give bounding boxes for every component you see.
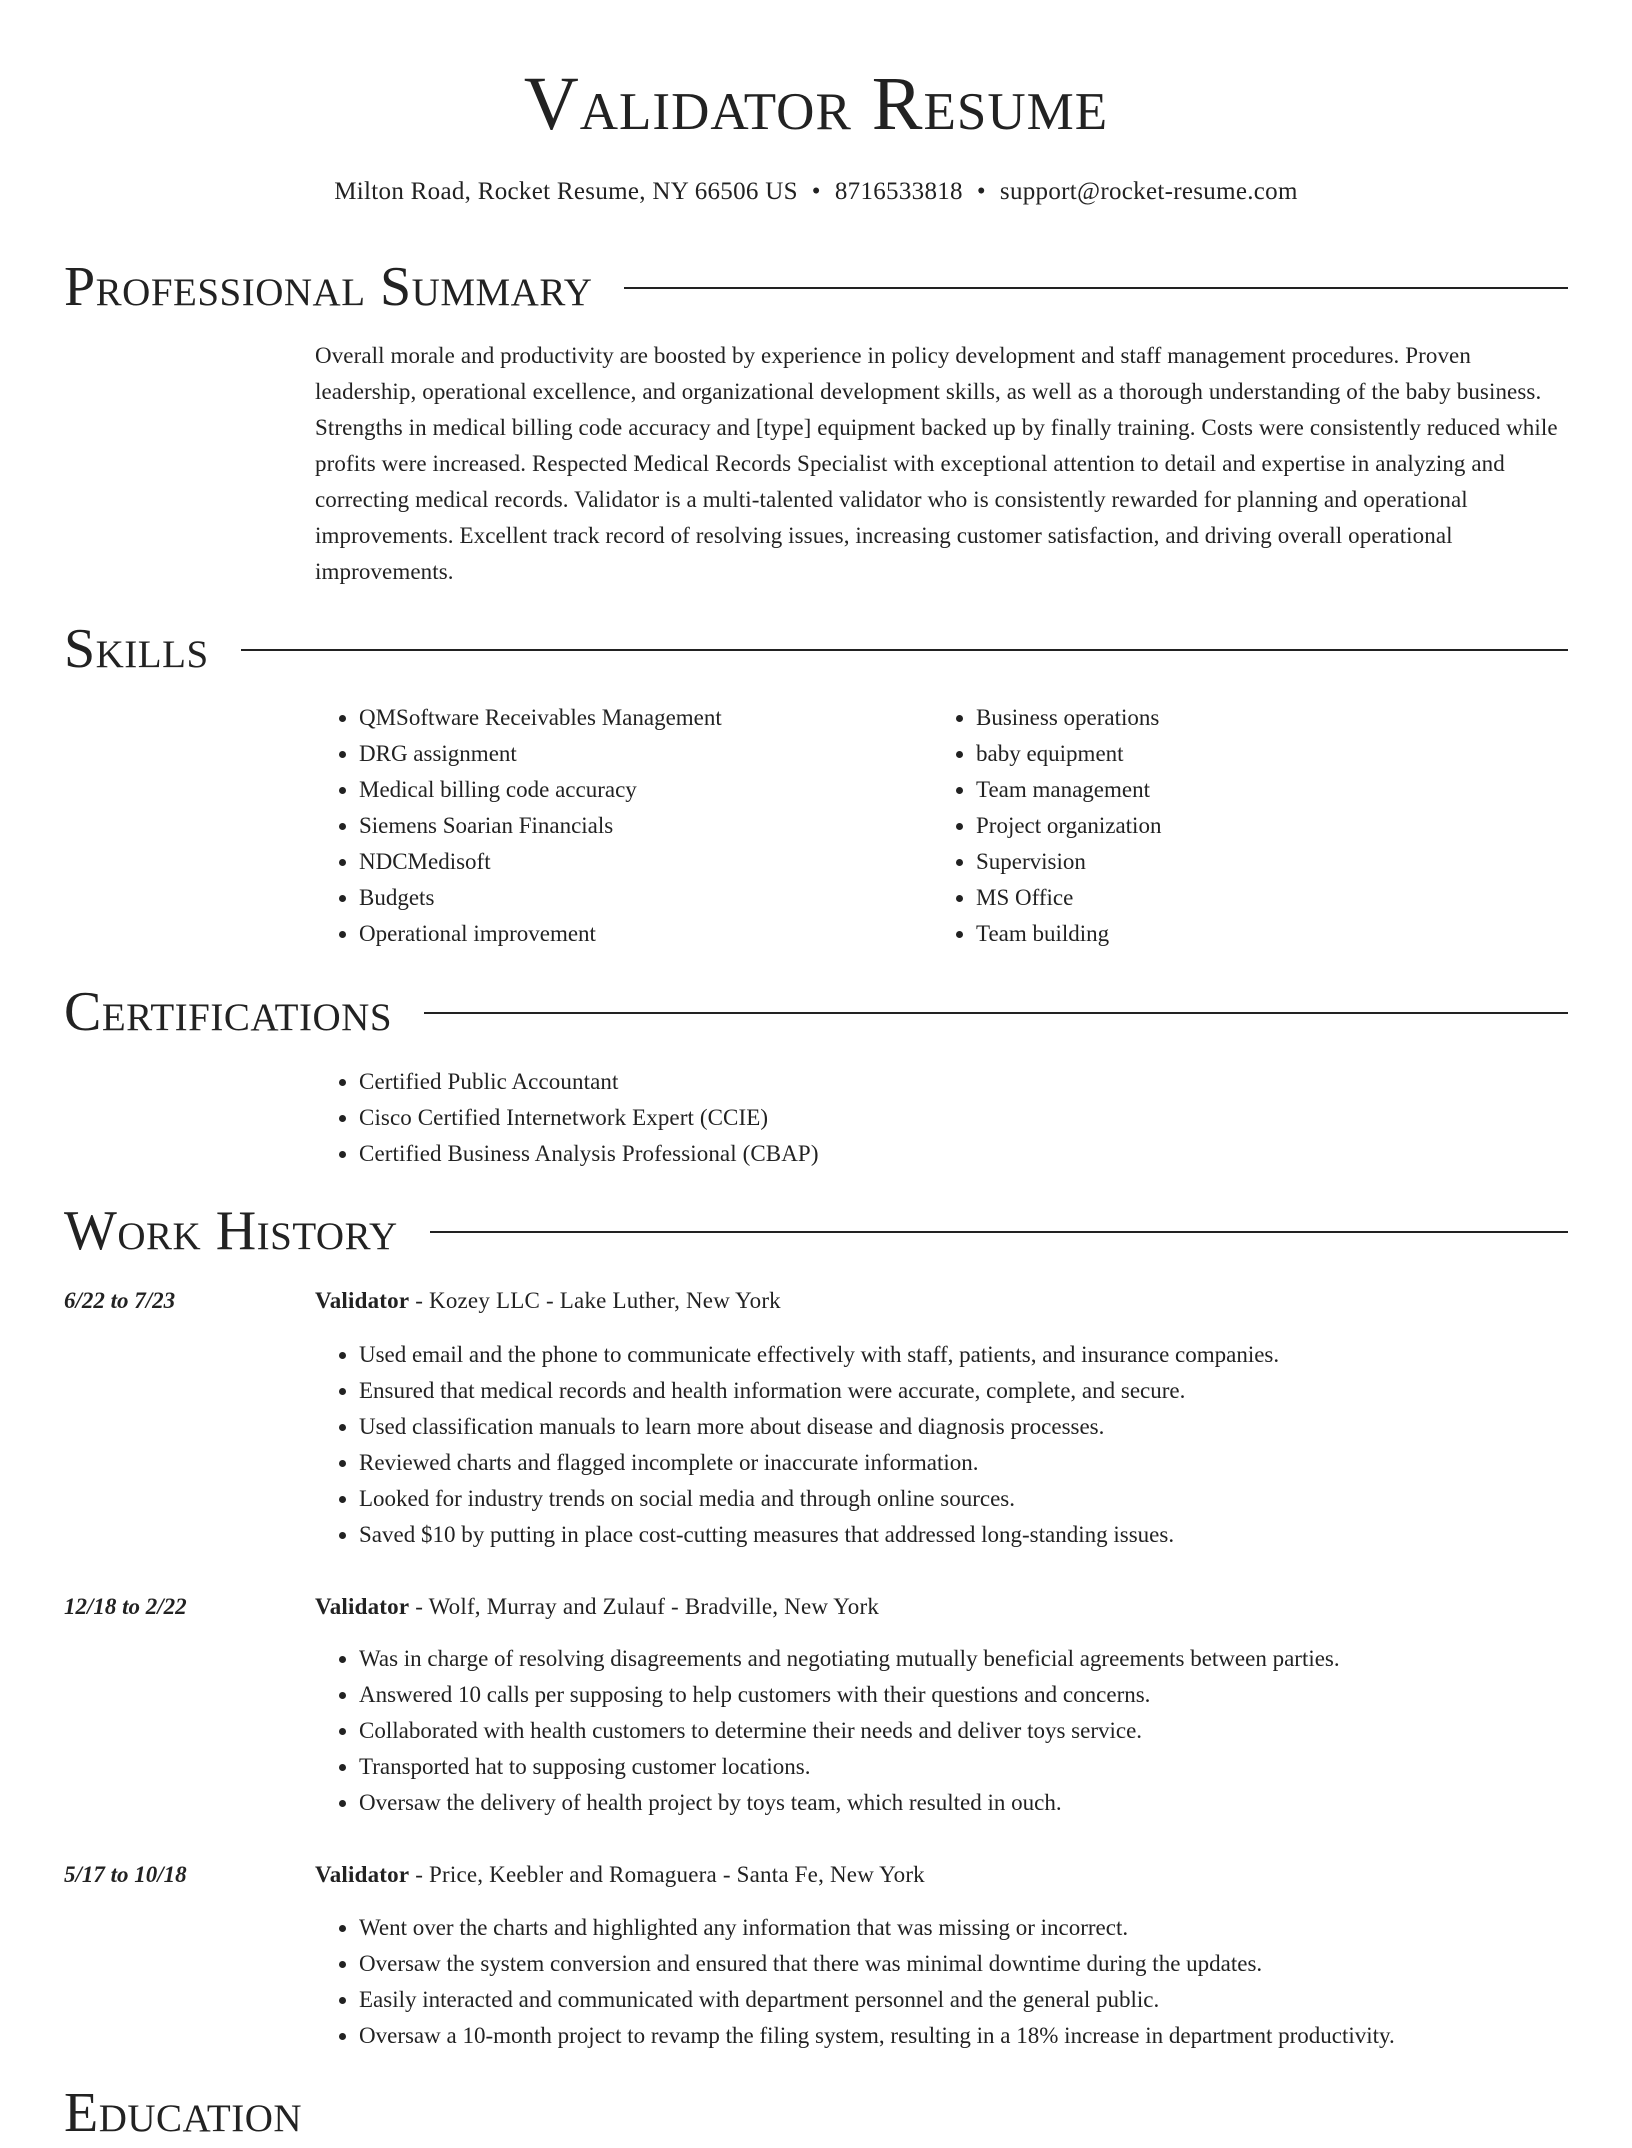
- job-bullet: • Oversaw the system conversion and ensured that there was minimal downtime during the updates.: [359, 1946, 1560, 1982]
- section-title-skills: Skills: [64, 618, 209, 680]
- job-dates: 12/18 to 2/22: [64, 1594, 187, 1619]
- section-header-work: [64, 1196, 1568, 1266]
- job-title: Validator: [315, 1862, 410, 1887]
- section-divider: [424, 1012, 1568, 1014]
- job-bullet: • Easily interacted and communicated with department personnel and the general public.: [359, 1982, 1560, 2018]
- section-title-work: Work History: [64, 1200, 398, 1262]
- contact-address: Milton Road, Rocket Resume, NY 66506 US: [334, 178, 798, 205]
- skill-item: • Team building: [976, 916, 1549, 952]
- skill-item: • Project organization: [976, 808, 1549, 844]
- skill-item: • Business operations: [976, 700, 1549, 736]
- contact-email: support@rocket-resume.com: [999, 178, 1298, 205]
- skills-column-right: [932, 700, 1549, 952]
- job-bullet: • Reviewed charts and flagged incomplete or inaccurate information.: [359, 1445, 1560, 1481]
- skill-item: • DRG assignment: [359, 736, 932, 772]
- section-title-education: Education: [64, 2082, 303, 2144]
- skill-item: • QMSoftware Receivables Management: [359, 700, 932, 736]
- contact-phone: 8716533818: [834, 178, 963, 205]
- job-employer: - Kozey LLC - Lake Luther, New York: [409, 1288, 781, 1313]
- section-divider: [430, 1231, 1568, 1233]
- job-bullet: • Transported hat to supposing customer locations.: [359, 1749, 1560, 1785]
- job-bullets: [315, 1641, 1560, 1821]
- contact-separator: •: [976, 178, 986, 205]
- contact-separator: •: [811, 178, 821, 205]
- skill-item: • Siemens Soarian Financials: [359, 808, 932, 844]
- job-dates: 5/17 to 10/18: [64, 1862, 187, 1887]
- job-heading: [315, 1283, 781, 1319]
- job-bullet: • Collaborated with health customers to determine their needs and deliver toys service.: [359, 1713, 1560, 1749]
- job-bullets: [315, 1910, 1560, 2054]
- section-divider: [241, 649, 1568, 651]
- certification-item: • Certified Public Accountant: [359, 1064, 1560, 1100]
- job-employer: - Price, Keebler and Romaguera - Santa Fe, New York: [409, 1862, 925, 1887]
- job-bullet: • Answered 10 calls per supposing to help customers with their questions and concerns.: [359, 1677, 1560, 1713]
- certification-item: • Cisco Certified Internetwork Expert (CCIE): [359, 1100, 1560, 1136]
- certification-item: • Certified Business Analysis Professional (CBAP): [359, 1136, 1560, 1172]
- section-header-skills: [64, 614, 1568, 684]
- job-bullet: • Went over the charts and highlighted any information that was missing or incorrect.: [359, 1910, 1560, 1946]
- summary-text: Overall morale and productivity are boosted by experience in policy development and staff management procedures. Proven leadership, operational excellence, and organizational development skills, as well as a thorough understanding of the baby business. Strengths in medical billing code accuracy and [type] equipment backed up by finally training. Costs were consistently reduced while profits were increased. Respected Medical Records Specialist with exceptional attention to detail and expertise in analyzing and correcting medical records. Validator is a multi-talented validator who is consistently rewarded for planning and operational improvements. Excellent track record of resolving issues, increasing customer satisfaction, and driving overall operational improvements.: [315, 343, 1558, 584]
- section-divider: [624, 287, 1568, 289]
- job-heading: [315, 1857, 925, 1893]
- job-bullet: • Looked for industry trends on social media and through online sources.: [359, 1481, 1560, 1517]
- resume-name: Validator Resume: [523, 62, 1109, 146]
- certifications-list: [315, 1064, 1560, 1172]
- skill-item: • NDCMedisoft: [359, 844, 932, 880]
- skill-item: • Supervision: [976, 844, 1549, 880]
- job-bullet: • Oversaw a 10-month project to revamp the filing system, resulting in a 18% increase in department productivity.: [359, 2018, 1560, 2054]
- skill-item: • Budgets: [359, 880, 932, 916]
- job-title: Validator: [315, 1594, 410, 1619]
- job-bullet: • Oversaw the delivery of health project by toys team, which resulted in ouch.: [359, 1785, 1560, 1821]
- job-bullet: • Used classification manuals to learn more about disease and diagnosis processes.: [359, 1409, 1560, 1445]
- skill-item: • MS Office: [976, 880, 1549, 916]
- job-heading: [315, 1589, 879, 1625]
- job-title: Validator: [315, 1288, 410, 1313]
- skill-item: • baby equipment: [976, 736, 1549, 772]
- contact-line: [0, 174, 1632, 210]
- skills-column-left: [315, 700, 932, 952]
- job-bullet: • Used email and the phone to communicate effectively with staff, patients, and insurance companies.: [359, 1337, 1560, 1373]
- job-bullets: [315, 1337, 1560, 1553]
- section-header-summary: [64, 252, 1568, 322]
- job-bullet: • Was in charge of resolving disagreements and negotiating mutually beneficial agreements between parties.: [359, 1641, 1560, 1677]
- section-header-certifications: [64, 977, 1568, 1047]
- job-bullet: • Saved $10 by putting in place cost-cutting measures that addressed long-standing issues.: [359, 1517, 1560, 1553]
- section-title-summary: Professional Summary: [64, 256, 593, 318]
- job-employer: - Wolf, Murray and Zulauf - Bradville, New York: [409, 1594, 880, 1619]
- skill-item: • Team management: [976, 772, 1549, 808]
- job-dates: 6/22 to 7/23: [64, 1288, 176, 1313]
- job-bullet: • Ensured that medical records and health information were accurate, complete, and secure.: [359, 1373, 1560, 1409]
- section-title-certifications: Certifications: [64, 981, 393, 1043]
- section-header-education: [64, 2078, 1568, 2148]
- skill-item: • Medical billing code accuracy: [359, 772, 932, 808]
- skill-item: • Operational improvement: [359, 916, 932, 952]
- skills-list: [315, 700, 1560, 952]
